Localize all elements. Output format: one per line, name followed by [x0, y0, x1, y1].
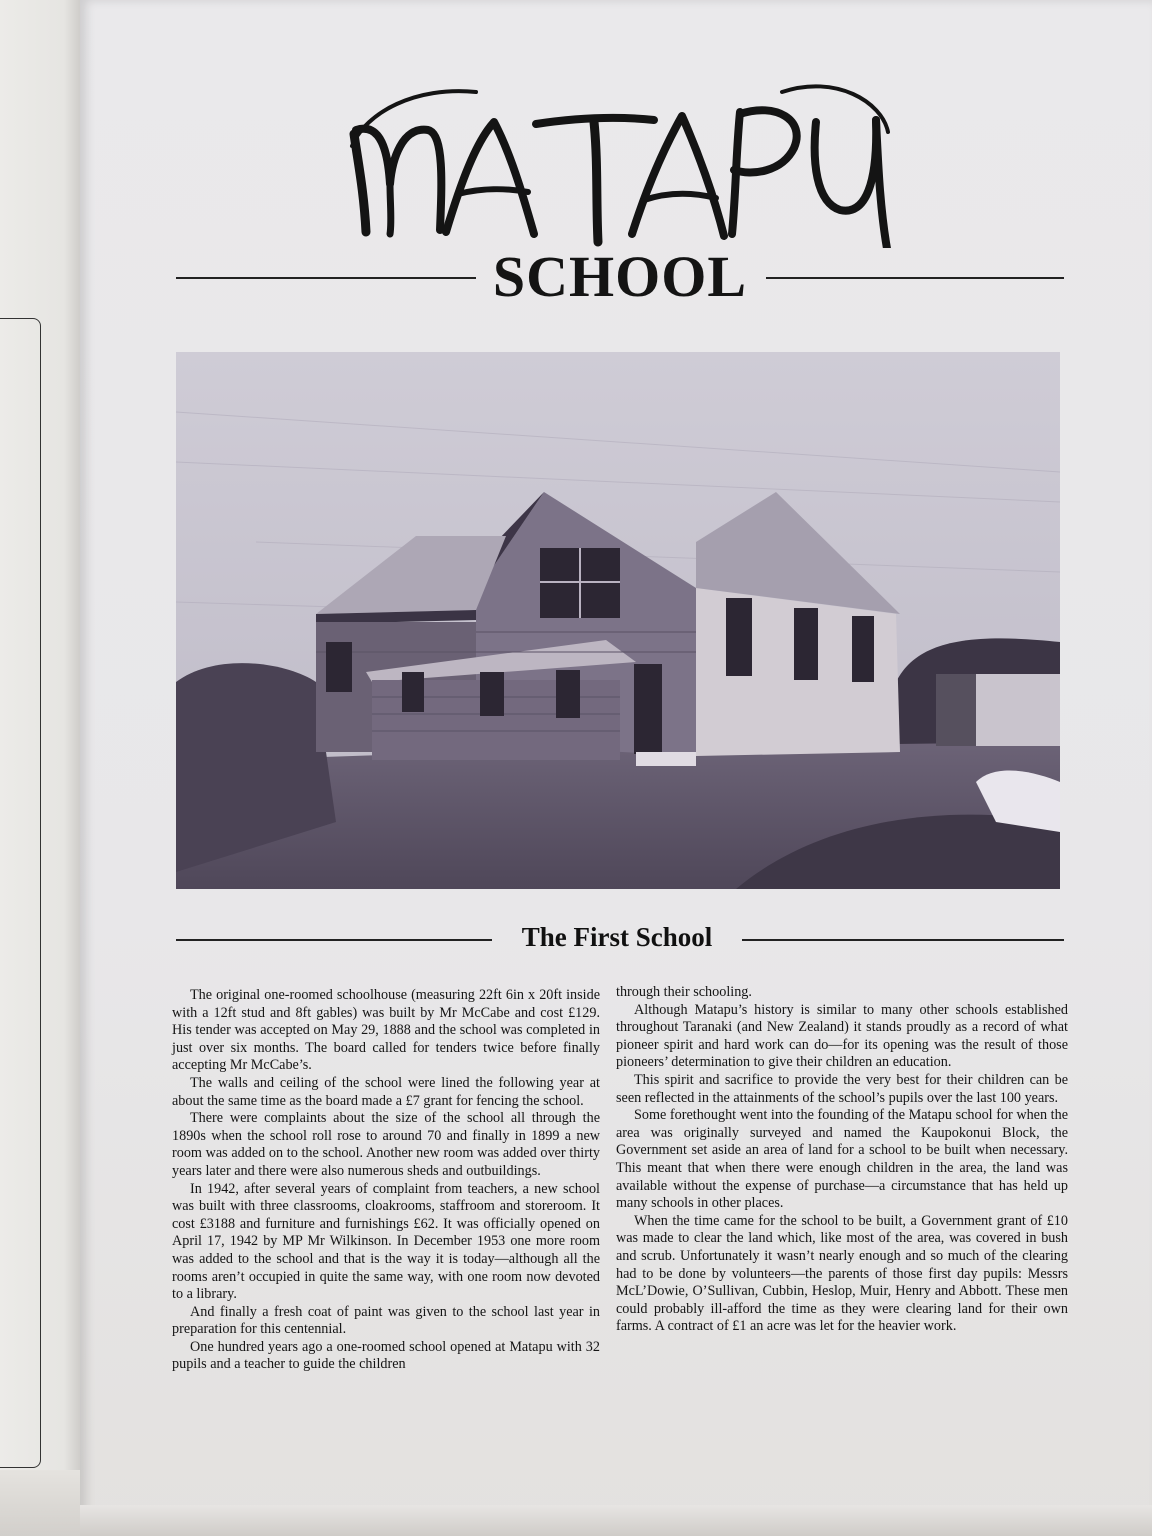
- paragraph: through their schooling.: [616, 984, 752, 1000]
- article-column-left: [172, 987, 600, 1374]
- paragraph: And finally a fresh coat of paint was given to the school last year in preparation for this centennial.: [172, 1303, 600, 1338]
- article-column-right: [616, 984, 1068, 1336]
- paragraph: One hundred years ago a one-roomed school opened at Matapu with 32 pupils and a teacher to guide the children: [172, 1338, 600, 1373]
- facing-page: [0, 0, 80, 1536]
- section-rule-left: [176, 939, 492, 941]
- section-heading: The First School: [521, 922, 713, 952]
- paragraph: The walls and ceiling of the school were lined the following year at about the same time as the board made a £7 grant for fencing the school.: [172, 1074, 600, 1109]
- masthead-title-lettering: [176, 72, 1064, 248]
- paragraph: The original one-roomed schoolhouse (measuring 22ft 6in x 20ft inside with a 12ft stud and 8ft gables) was built by Mr McCabe and cost £129. His tender was accepted on May 29, 1888 and the school was completed in just over six months. The board called for tenders twice before finally accepting Mr McCabe’s.: [172, 987, 600, 1074]
- schoolhouse-illustration: [176, 352, 1060, 889]
- facing-page-frame: [0, 318, 41, 1468]
- masthead-subtitle: SCHOOL: [492, 244, 748, 309]
- paragraph: When the time came for the school to be built, a Government grant of £10 was made to clear the land which, like most of the area, was covered in bush and scrub. Unfortunately it wasn’t nearly enough and so much of the clearing had to be done by volunteers—the parents of those first day pupils: Messrs McL’Dowie, O’Sullivan, Cubbin, Heslop, Muir, Henry and Abbott. These men could probably ill-afford the time as they were clearing land for their own farms. A contract of £1 an acre was let for the heavier work.: [616, 1212, 1068, 1335]
- paragraph: Although Matapu’s history is similar to many other schools established throughout Taranaki (and New Zealand) it stands proudly as a record of what pioneer spirit and hard work can do—for its opening was the result of those pioneers’ determination to give their children an education.: [616, 1001, 1068, 1071]
- page-edge: [80, 1505, 1152, 1536]
- schoolhouse-photo: [176, 352, 1060, 889]
- paragraph: There were complaints about the size of the school all through the 1890s when the school roll rose to around 70 and finally in 1899 a new room was added on to the school. Another new room was added over thirty years later and there were also numerous sheds and outbuildings.: [172, 1110, 600, 1179]
- paragraph: In 1942, after several years of complaint from teachers, a new school was built with three classrooms, cloakrooms, staffroom and storeroom. It cost £3188 and furniture and furnishings £62. It was officially opened on April 17, 1942 by MP Mr Wilkinson. In December 1953 one more room was added to the school and that is the way it is today—although all the rooms aren’t occupied in quite the same way, with one room now devoted to a library.: [172, 1180, 600, 1303]
- section-rule-right: [742, 939, 1064, 941]
- paragraph: This spirit and sacrifice to provide the very best for their children can be seen reflected in the attainments of the school’s pupils over the last 100 years.: [616, 1071, 1068, 1106]
- paragraph: Some forethought went into the founding of the Matapu school for when the area was originally surveyed and named the Kaupokonui Block, the Government set aside an area of land for a school to be built when necessary. This meant that when there were enough children in the area, the land was available without the expense of purchase—a circumstance that has held up many schools in other places.: [616, 1107, 1068, 1212]
- masthead: [176, 72, 1064, 308]
- section-header: [176, 920, 1064, 960]
- facing-page-bottom: [0, 1470, 80, 1536]
- masthead-rule-right: [766, 277, 1064, 279]
